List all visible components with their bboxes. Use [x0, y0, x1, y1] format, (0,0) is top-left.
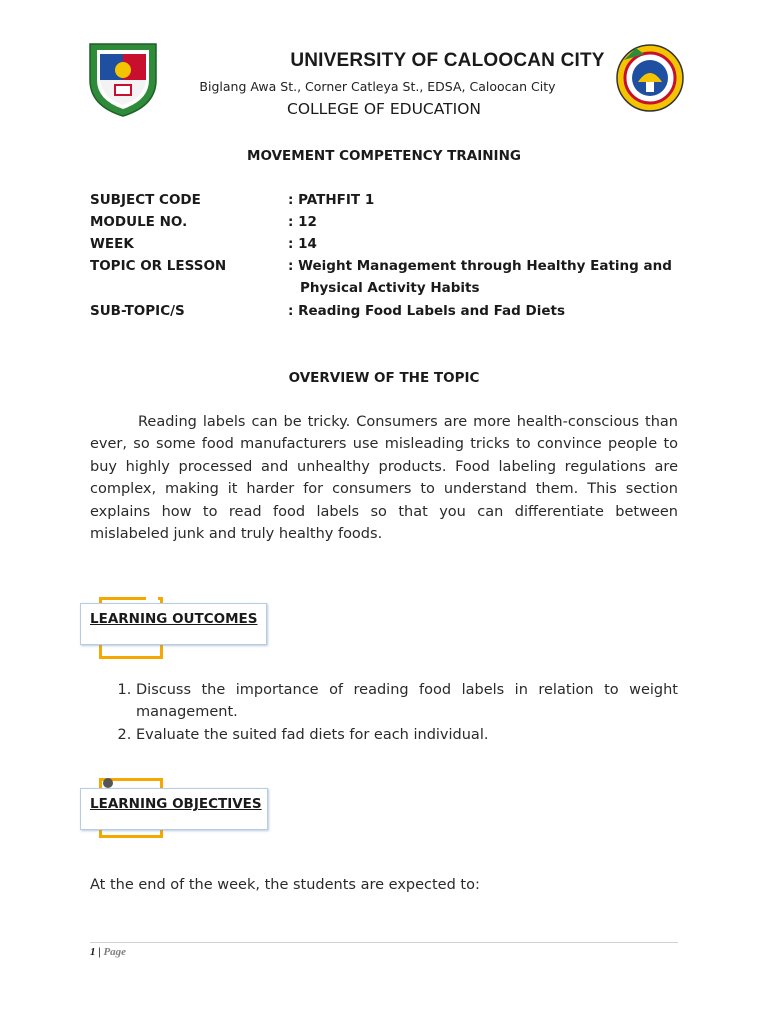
list-item: 2. Evaluate the suited fad diets for each individual. — [136, 724, 678, 746]
topic-value: : Weight Management through Healthy Eating and — [288, 258, 672, 274]
page-number: 1 — [90, 946, 96, 958]
subject-code-label: SUBJECT CODE — [90, 192, 201, 208]
overview-title: OVERVIEW OF THE TOPIC — [288, 370, 480, 386]
university-name: UNIVERSITY OF CALOOCAN CITY — [290, 50, 605, 71]
page-footer — [90, 946, 126, 958]
topic-value-continued: Physical Activity Habits — [300, 280, 480, 296]
subject-code-value: : PATHFIT 1 — [288, 192, 375, 208]
footer-separator: | — [98, 946, 101, 958]
learning-outcomes-heading: LEARNING OUTCOMES — [90, 611, 258, 627]
topic-label: TOPIC OR LESSON — [90, 258, 227, 274]
list-item: 1. Discuss the importance of reading food labels in relation to weight management. — [136, 679, 678, 724]
objectives-intro: At the end of the week, the students are expected to: — [90, 877, 480, 893]
module-no-value: : 12 — [288, 214, 317, 230]
page-label: Page — [103, 946, 127, 958]
banner-ornament-icon — [103, 778, 113, 788]
university-address: Biglang Awa St., Corner Catleya St., EDSA, Caloocan City — [199, 79, 556, 94]
module-no-label: MODULE NO. — [90, 214, 188, 230]
college-name: COLLEGE OF EDUCATION — [287, 100, 481, 118]
overview-paragraph: Reading labels can be tricky. Consumers are more health-conscious than ever, so some food manufacturers use misleading tricks to convince people to buy highly processed and unhealthy products. Food labeling regulations are complex, making it harder for consumers to understand them. This section explains how to read food labels so that you can differentiate between mislabeled junk and truly healthy foods. — [90, 414, 678, 543]
course-title: MOVEMENT COMPETENCY TRAINING — [247, 148, 521, 164]
week-label: WEEK — [90, 236, 134, 252]
subtopic-value: : Reading Food Labels and Fad Diets — [288, 303, 565, 319]
footer-divider — [90, 942, 678, 943]
learning-objectives-heading: LEARNING OBJECTIVES — [90, 796, 262, 812]
learning-outcomes-list — [112, 679, 678, 746]
week-value: : 14 — [288, 236, 317, 252]
subtopic-label: SUB-TOPIC/S — [90, 303, 185, 319]
